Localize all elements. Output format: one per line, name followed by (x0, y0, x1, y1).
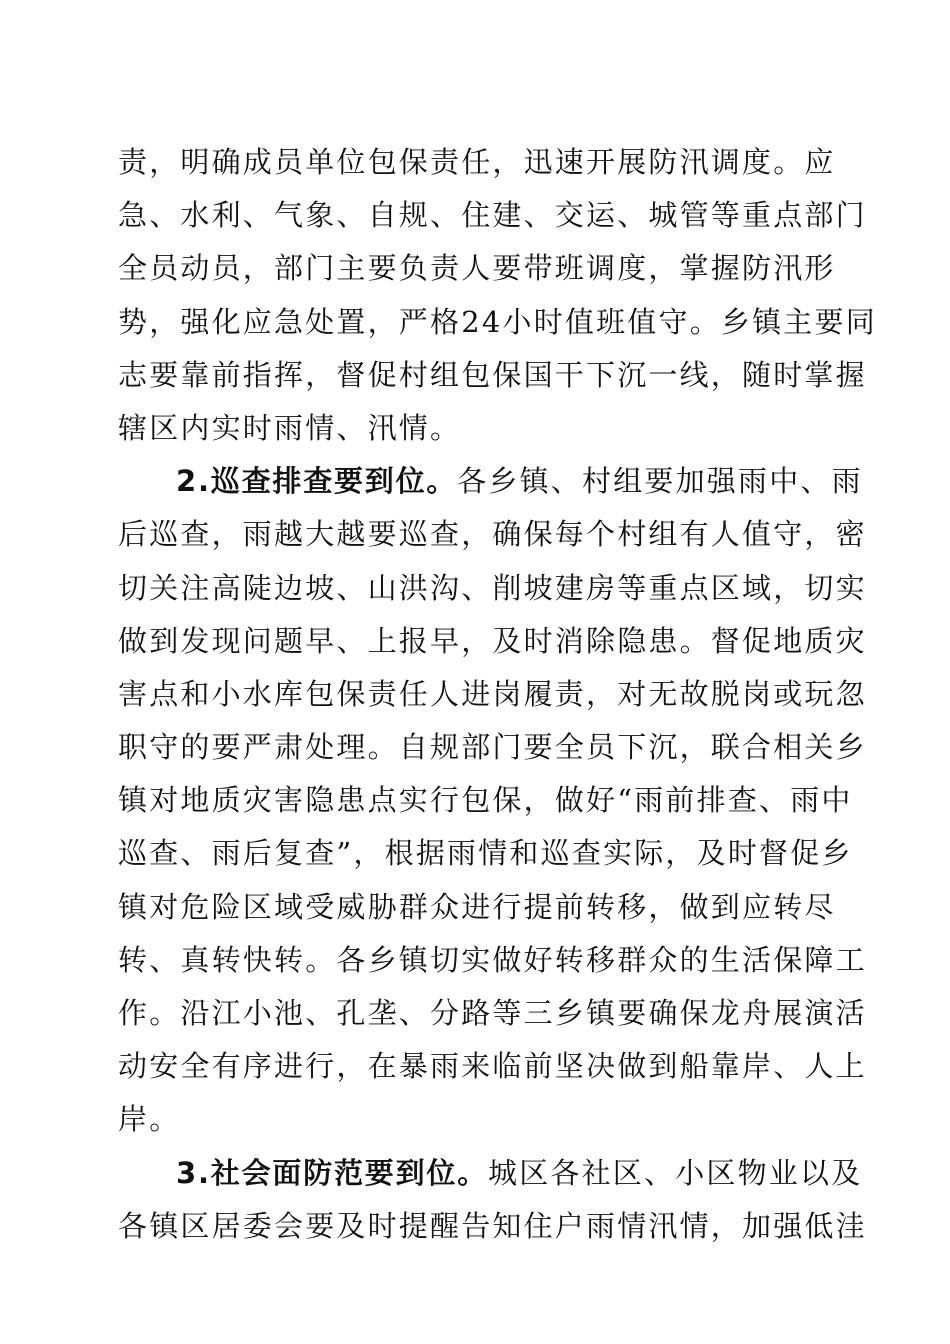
paragraph-2-line-7: 镇对地质灾害隐患点实行包保，做好“雨前排查、雨中 (118, 783, 853, 818)
document-body (118, 136, 877, 1253)
paragraph-1-line-6: 辖区内实时雨情、汛情。 (118, 410, 462, 445)
paragraph-2-line-2: 后巡查，雨越大越要巡查，确保每个村组有人值守，密 (118, 517, 867, 552)
paragraph-2-line-3: 切关注高陡边坡、山洪沟、削坡建房等重点区域，切实 (118, 570, 867, 605)
paragraph-1-line-5: 志要靠前指挥，督促村组包保国干下沉一线，随时掌握 (118, 357, 867, 392)
paragraph-2-first-line (118, 455, 863, 508)
paragraph-2-line-10: 转、真转快转。各乡镇切实做好转移群众的生活保障工 (118, 942, 867, 977)
section-heading-2: 2.巡查排查要到位。 (176, 464, 458, 499)
paragraph-2-first-line-text: 各乡镇、村组要加强雨中、雨 (457, 464, 863, 499)
paragraph-3-first-line (118, 1147, 863, 1200)
paragraph-2-line-11: 作。沿江小池、孔垄、分路等三乡镇要确保龙舟展演活 (118, 996, 867, 1030)
paragraph-2-line-8: 巡查、雨后复查”，根据雨情和巡查实际，及时督促乡 (118, 836, 853, 871)
paragraph-2-line-5: 害点和小水库包保责任人进岗履责，对无故脱岗或玩忽 (118, 676, 867, 711)
paragraph-3-first-line-text: 城区各社区、小区物业以及 (488, 1155, 863, 1190)
paragraph-2-line-13: 岸。 (118, 1102, 181, 1137)
section-heading-3: 3.社会面防范要到位。 (176, 1155, 488, 1190)
paragraph-2-line-9: 镇对危险区域受威胁群众进行提前转移，做到应转尽 (118, 889, 836, 924)
paragraph-1-line-1: 责，明确成员单位包保责任，迅速开展防汛调度。应 (118, 145, 836, 179)
paragraph-1-line-3: 全员动员，部门主要负责人要带班调度，掌握防汛形 (118, 251, 836, 286)
paragraph-2-line-6: 职守的要严肃处理。自规部门要全员下沉，联合相关乡 (118, 730, 867, 765)
paragraph-3-line-2: 各镇区居委会要及时提醒告知住户雨情汛情，加强低洼 (118, 1208, 867, 1243)
paragraph-2-line-4: 做到发现问题早、上报早，及时消除隐患。督促地质灾 (118, 623, 867, 658)
paragraph-1-line-4: 势，强化应急处置，严格24小时值班值守。乡镇主要同 (118, 304, 877, 339)
paragraph-2-line-12: 动安全有序进行，在暴雨来临前坚决做到船靠岸、人上 (118, 1049, 867, 1084)
paragraph-1-line-2: 急、水利、气象、自规、住建、交运、城管等重点部门 (118, 198, 867, 233)
